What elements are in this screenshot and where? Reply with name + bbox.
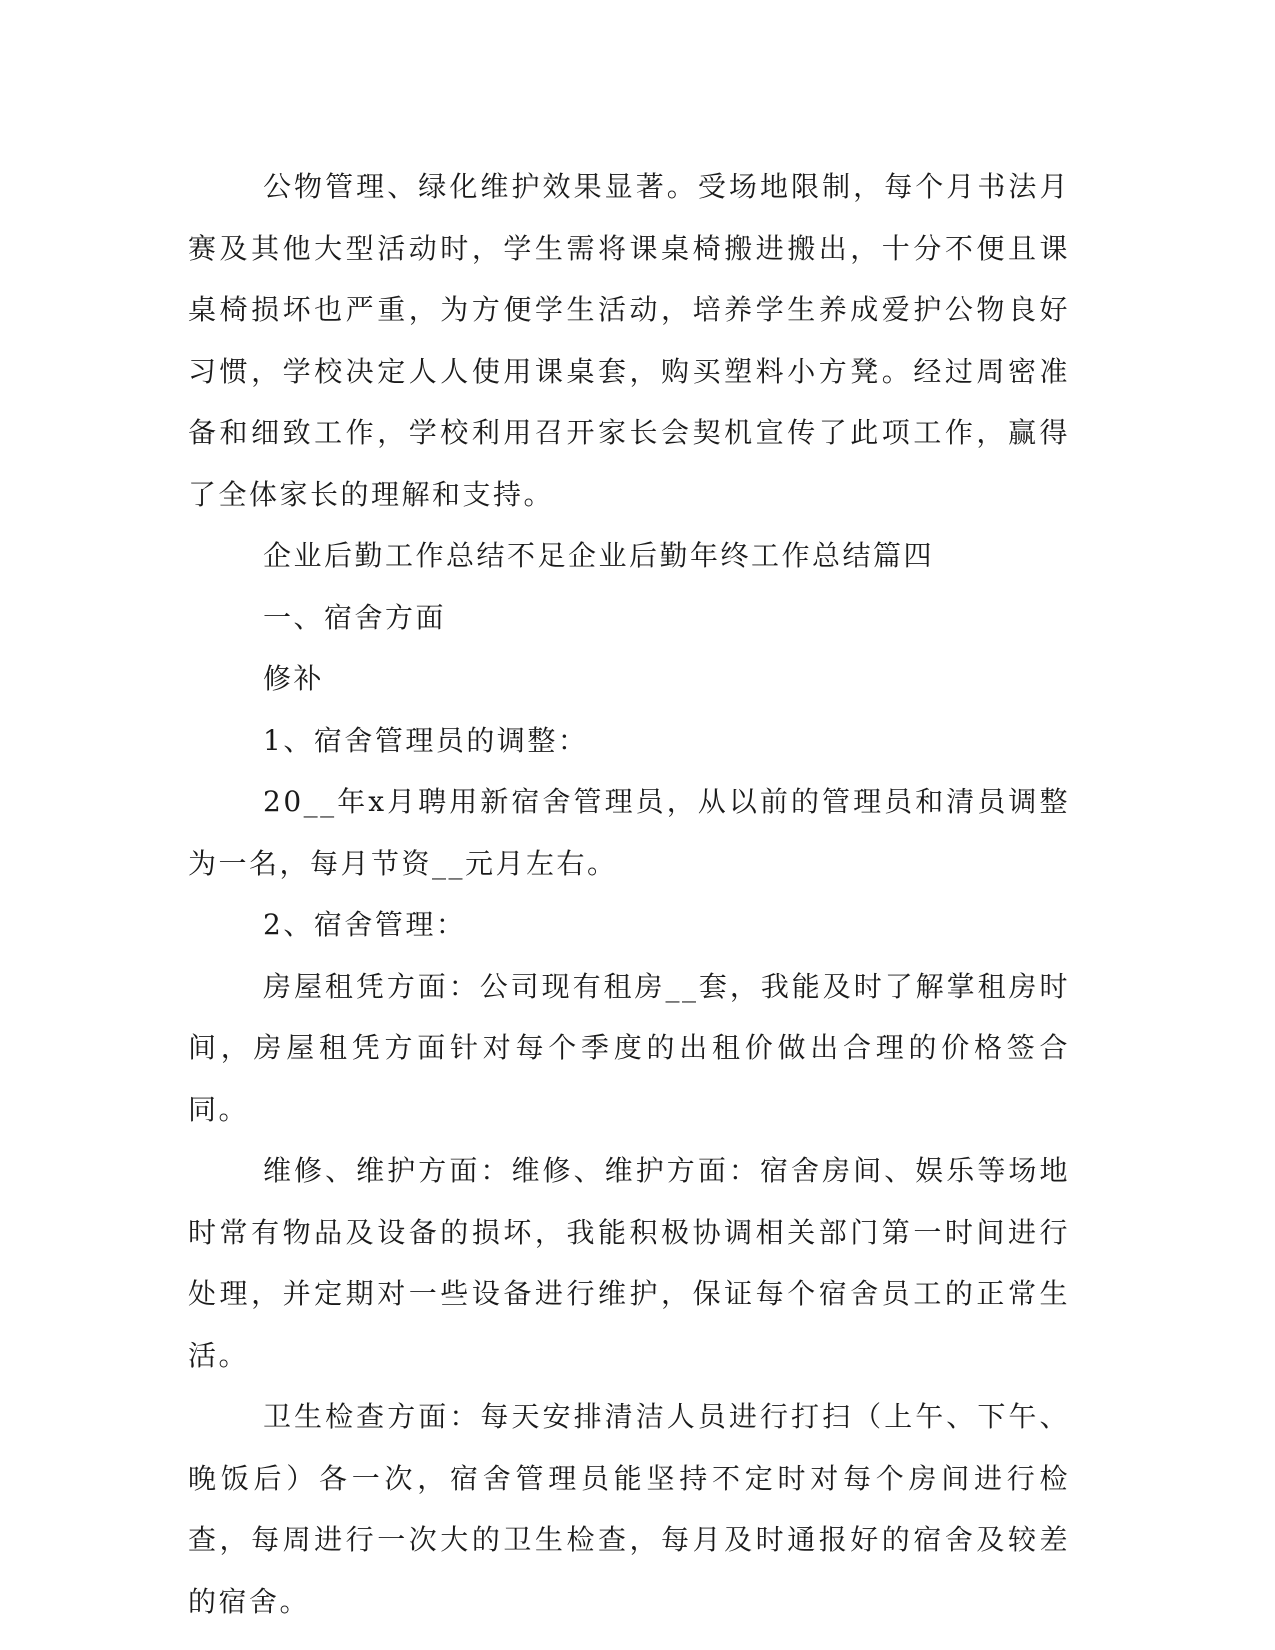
heading-dorm-management: 2、宿舍管理： xyxy=(263,908,467,941)
paragraph-rental: 房屋租凭方面：公司现有租房__套，我能及时了解掌租房时间，房屋租凭方面针对每个季度的出租价做出合理的价格签合同。 xyxy=(188,969,1070,1126)
paragraph-facility-management: 公物管理、绿化维护效果显著。受场地限制，每个月书法月赛及其他大型活动时，学生需将课桌椅搬进搬出，十分不便且课桌椅损坏也严重，为方便学生活动，培养学生养成爱护公物良好习惯，学校决定人人使用课桌套，购买塑料小方凳。经过周密准备和细致工作，学校利用召开家长会契机宣传了此项工作，赢得了全体家长的理解和支持。 xyxy=(188,170,1070,511)
heading-repair: 修补 xyxy=(263,662,325,695)
heading-dormitory: 一、宿舍方面 xyxy=(263,600,447,634)
section-title: 企业后勤工作总结不足企业后勤年终工作总结篇四 xyxy=(263,539,935,572)
paragraph-maintenance: 维修、维护方面：维修、维护方面：宿舍房间、娱乐等场地时常有物品及设备的损坏，我能积极协调相关部门第一时间进行处理，并定期对一些设备进行维护，保证每个宿舍员工的正常生活。 xyxy=(188,1154,1070,1372)
paragraph-new-manager: 20__年x月聘用新宿舍管理员，从以前的管理员和清员调整为一名，每月节资__元月左右。 xyxy=(188,785,1070,880)
heading-dorm-manager-adjustment: 1、宿舍管理员的调整： xyxy=(263,723,589,757)
document-body xyxy=(188,156,1070,1632)
paragraph-hygiene: 卫生检查方面：每天安排清洁人员进行打扫（上午、下午、晚饭后）各一次，宿舍管理员能坚持不定时对每个房间进行检查，每周进行一次大的卫生检查，每月及时通报好的宿舍及较差的宿舍。 xyxy=(188,1400,1070,1618)
